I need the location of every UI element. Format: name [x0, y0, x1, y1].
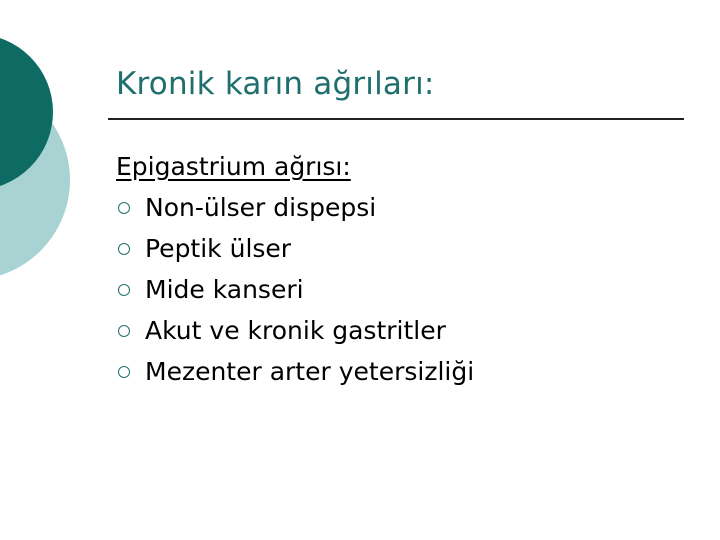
title-underline	[108, 118, 684, 120]
hollow-circle-icon	[118, 202, 130, 214]
hollow-circle-icon	[118, 284, 130, 296]
list-item-text: Peptik ülser	[145, 234, 292, 263]
list-item	[116, 351, 474, 392]
slide-title: Kronik karın ağrıları:	[116, 66, 435, 102]
list-item-text: Mezenter arter yetersizliği	[145, 357, 475, 386]
list-item	[116, 187, 474, 228]
list-item-text: Mide kanseri	[145, 275, 304, 304]
hollow-circle-icon	[118, 325, 130, 337]
list-item	[116, 310, 474, 351]
section-heading: Epigastrium ağrısı:	[116, 152, 351, 181]
list-item-text: Non-ülser dispepsi	[145, 193, 377, 222]
hollow-circle-icon	[118, 243, 130, 255]
bullet-list	[116, 187, 474, 392]
list-item	[116, 269, 474, 310]
slide-content	[116, 146, 474, 392]
list-item	[116, 228, 474, 269]
hollow-circle-icon	[118, 366, 130, 378]
list-item-text: Akut ve kronik gastritler	[145, 316, 446, 345]
